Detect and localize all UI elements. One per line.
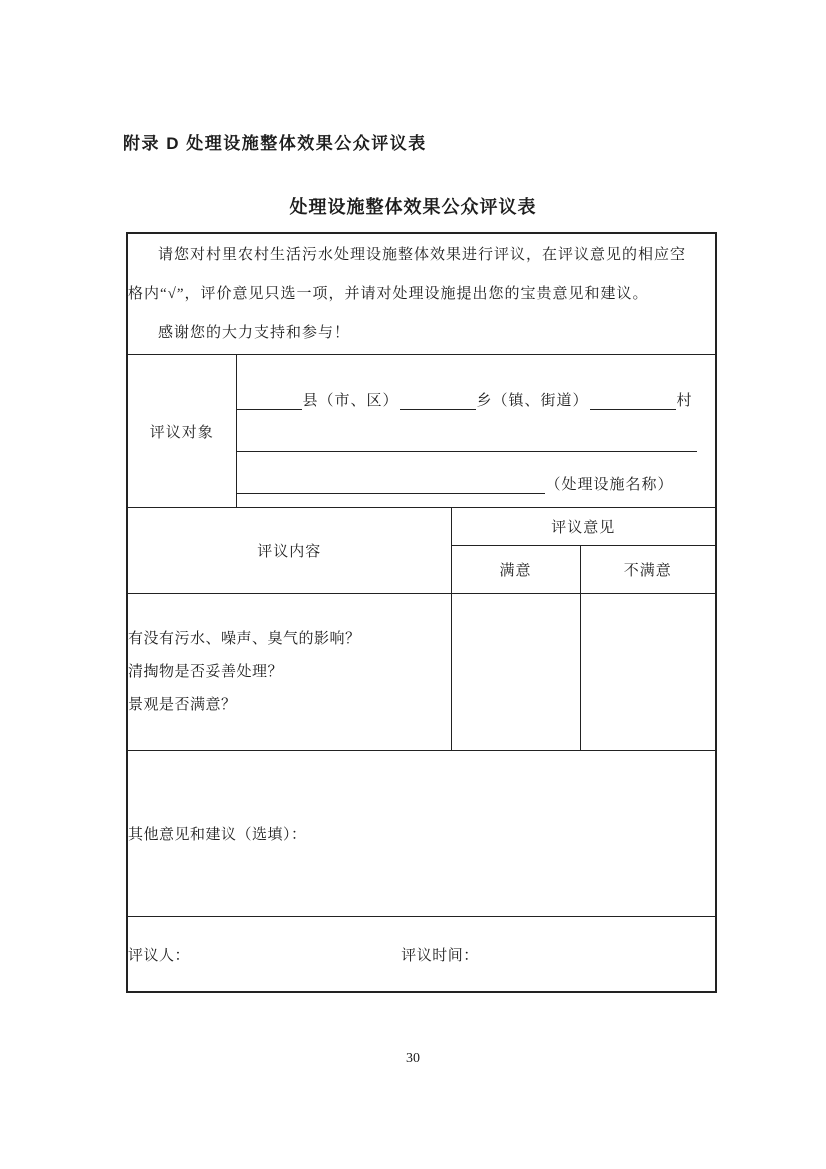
appendix-heading: 附录 D 处理设施整体效果公众评议表 xyxy=(123,134,427,153)
county-label: 县（市、区） xyxy=(302,393,399,409)
other-comments-row xyxy=(127,751,716,917)
intro-row xyxy=(127,233,716,355)
header-content-label: 评议内容 xyxy=(257,544,322,560)
header-unsatisfied-cell xyxy=(580,546,716,594)
header-opinion-cell xyxy=(451,508,716,546)
satisfied-answer-cell xyxy=(451,594,580,751)
questions-row xyxy=(127,594,716,751)
county-fill-blank xyxy=(237,404,302,410)
village-fill-blank xyxy=(590,404,676,410)
long-fill-blank xyxy=(237,446,697,452)
facility-name-label: （处理设施名称） xyxy=(545,477,674,493)
unsatisfied-label: 不满意 xyxy=(623,563,672,579)
township-fill-blank xyxy=(400,404,476,410)
village-label: 村 xyxy=(676,393,693,409)
header-opinion-label: 评议意见 xyxy=(551,520,616,536)
other-comments-label: 其他意见和建议（选填）： xyxy=(128,827,307,843)
header-content-cell xyxy=(127,508,451,594)
target-content-cell xyxy=(236,355,716,508)
other-comments-cell xyxy=(127,751,716,917)
reviewer-label: 评议人： xyxy=(128,947,191,964)
question-item-1: 有没有污水、噪声、臭气的影响？ xyxy=(128,630,361,647)
reviewer-cell xyxy=(127,917,716,993)
intro-line-1: 请您对村里农村生活污水处理设施整体效果进行评议，在评议意见的相应空 xyxy=(158,246,687,263)
intro-cell xyxy=(127,233,716,355)
reviewer-row xyxy=(127,917,716,993)
questions-cell xyxy=(127,594,451,751)
satisfied-label: 满意 xyxy=(499,563,532,579)
township-label: 乡（镇、街道） xyxy=(476,393,589,409)
form-title: 处理设施整体效果公众评议表 xyxy=(289,197,537,217)
review-time-label: 评议时间： xyxy=(401,947,479,964)
target-line-facility xyxy=(237,452,716,494)
header-satisfied-cell xyxy=(451,546,580,594)
target-row xyxy=(127,355,716,508)
target-label: 评议对象 xyxy=(149,424,214,441)
target-line-location xyxy=(237,368,716,410)
intro-line-3: 感谢您的大力支持和参与！ xyxy=(158,324,351,341)
header-row-top xyxy=(127,508,716,546)
facility-name-fill-blank xyxy=(237,488,545,494)
target-line-blank xyxy=(237,410,716,452)
intro-line-2: 格内“√”，评价意见只选一项，并请对处理设施提出您的宝贵意见和建议。 xyxy=(128,285,649,302)
unsatisfied-answer-cell xyxy=(580,594,716,751)
target-label-cell xyxy=(127,355,236,508)
survey-table xyxy=(126,232,717,993)
question-item-2: 清掏物是否妥善处理？ xyxy=(128,663,284,680)
page-number: 30 xyxy=(406,1051,420,1066)
question-item-3: 景观是否满意？ xyxy=(128,696,237,713)
